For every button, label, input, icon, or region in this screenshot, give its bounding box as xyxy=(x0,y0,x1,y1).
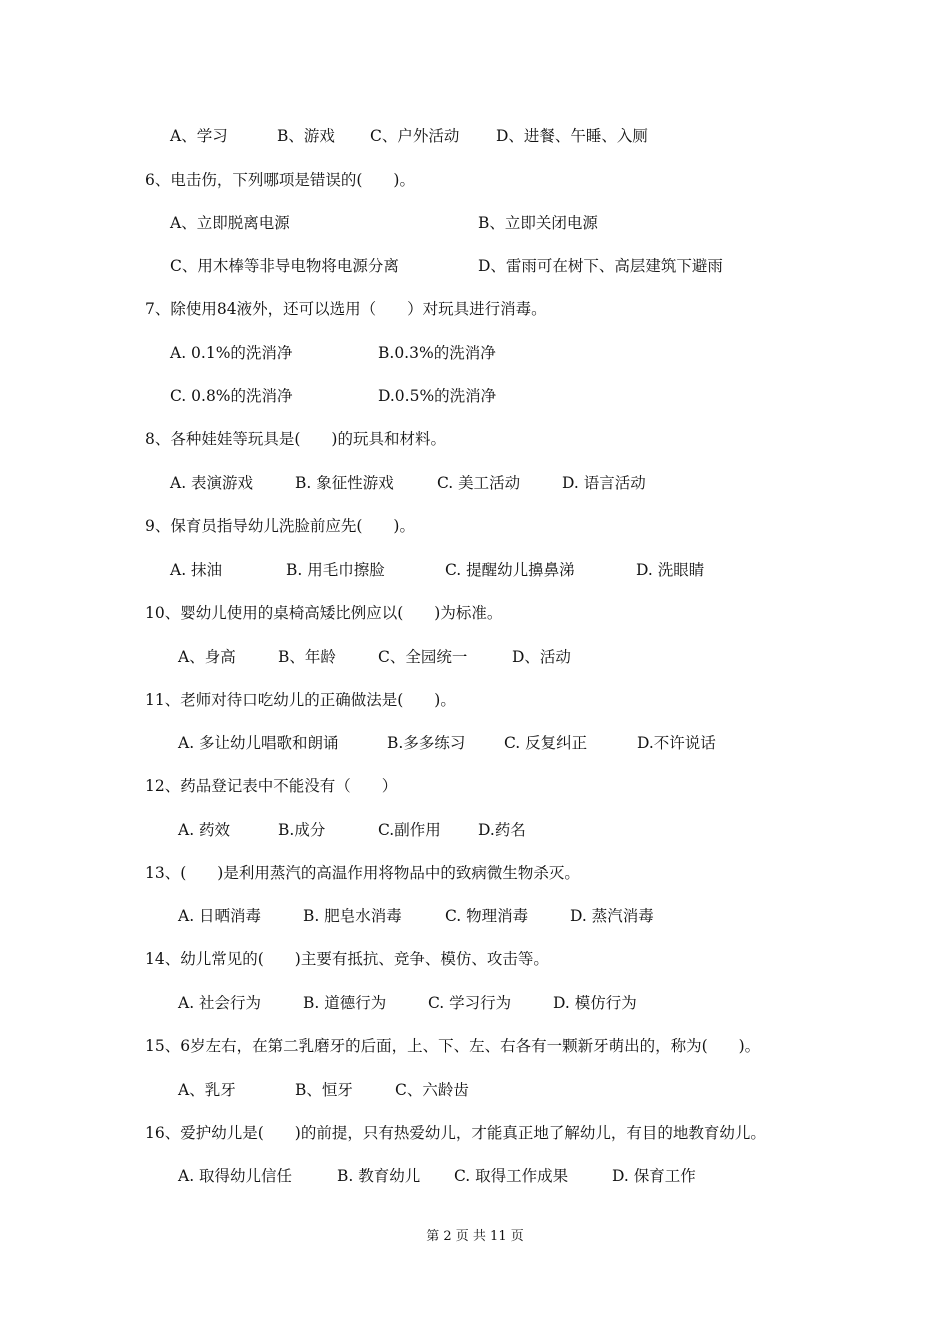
q15-option-b: B、恒牙 xyxy=(295,1081,353,1099)
q13-option-c: C. 物理消毒 xyxy=(445,907,529,925)
q7-option-a: A. 0.1%的洗消净 xyxy=(170,344,293,362)
q11-option-b: B.多多练习 xyxy=(387,734,466,752)
q6-option-c: C、用木棒等非导电物将电源分离 xyxy=(170,257,399,275)
q12-option-b: B.成分 xyxy=(278,821,326,839)
q11-option-c: C. 反复纠正 xyxy=(504,734,588,752)
q8-option-c: C. 美工活动 xyxy=(437,474,521,492)
q10-option-c: C、全园统一 xyxy=(378,648,468,666)
q5-option-d: D、进餐、午睡、入厕 xyxy=(496,127,648,145)
q13-option-d: D. 蒸汽消毒 xyxy=(570,907,654,925)
q12-option-d: D.药名 xyxy=(478,821,526,839)
q14-option-c: C. 学习行为 xyxy=(428,994,512,1012)
q8-stem: 8、各种娃娃等玩具是( )的玩具和材料。 xyxy=(145,430,446,448)
q13-stem: 13、( )是利用蒸汽的高温作用将物品中的致病微生物杀灭。 xyxy=(145,864,580,882)
q6-option-d: D、雷雨可在树下、高层建筑下避雨 xyxy=(478,257,723,275)
q12-stem: 12、药品登记表中不能没有（ ） xyxy=(145,777,398,795)
q9-stem: 9、保育员指导幼儿洗脸前应先( )。 xyxy=(145,517,415,535)
q11-stem: 11、老师对待口吃幼儿的正确做法是( )。 xyxy=(145,691,456,709)
q14-option-b: B. 道德行为 xyxy=(303,994,387,1012)
q9-option-a: A. 抹油 xyxy=(170,561,223,579)
q15-stem: 15、6岁左右，在第二乳磨牙的后面，上、下、左、右各有一颗新牙萌出的，称为( )。 xyxy=(145,1037,761,1055)
q5-option-b: B、游戏 xyxy=(277,127,335,145)
q5-option-a: A、学习 xyxy=(170,127,228,145)
q15-option-c: C、六龄齿 xyxy=(395,1081,469,1099)
q10-stem: 10、婴幼儿使用的桌椅高矮比例应以( )为标准。 xyxy=(145,604,503,622)
q16-option-c: C. 取得工作成果 xyxy=(454,1167,569,1185)
q9-option-d: D. 洗眼睛 xyxy=(636,561,705,579)
q11-option-d: D.不许说话 xyxy=(637,734,716,752)
q11-option-a: A. 多让幼儿唱歌和朗诵 xyxy=(178,734,339,752)
q16-option-a: A. 取得幼儿信任 xyxy=(178,1167,293,1185)
q14-stem: 14、幼儿常见的( )主要有抵抗、竞争、模仿、攻击等。 xyxy=(145,950,549,968)
q8-option-b: B. 象征性游戏 xyxy=(295,474,394,492)
q13-option-b: B. 肥皂水消毒 xyxy=(303,907,402,925)
q6-option-b: B、立即关闭电源 xyxy=(478,214,598,232)
q8-option-d: D. 语言活动 xyxy=(562,474,646,492)
q6-option-a: A、立即脱离电源 xyxy=(170,214,290,232)
q9-option-c: C. 提醒幼儿擤鼻涕 xyxy=(445,561,575,579)
q12-option-c: C.副作用 xyxy=(378,821,441,839)
q14-option-a: A. 社会行为 xyxy=(178,994,262,1012)
q5-option-c: C、户外活动 xyxy=(370,127,460,145)
q16-option-d: D. 保育工作 xyxy=(612,1167,696,1185)
q7-option-c: C. 0.8%的洗消净 xyxy=(170,387,293,405)
q9-option-b: B. 用毛巾擦脸 xyxy=(286,561,385,579)
q12-option-a: A. 药效 xyxy=(178,821,231,839)
page-footer: 第 2 页 共 11 页 xyxy=(426,1229,524,1244)
q10-option-b: B、年龄 xyxy=(278,648,336,666)
q7-stem: 7、除使用84液外，还可以选用（ ）对玩具进行消毒。 xyxy=(145,300,547,318)
q8-option-a: A. 表演游戏 xyxy=(170,474,254,492)
q15-option-a: A、乳牙 xyxy=(178,1081,236,1099)
q16-stem: 16、爱护幼儿是( )的前提，只有热爱幼儿，才能真正地了解幼儿，有目的地教育幼儿。 xyxy=(145,1124,766,1142)
q13-option-a: A. 日晒消毒 xyxy=(178,907,262,925)
q7-option-d: D.0.5%的洗消净 xyxy=(378,387,497,405)
q16-option-b: B. 教育幼儿 xyxy=(337,1167,421,1185)
q10-option-d: D、活动 xyxy=(512,648,571,666)
q7-option-b: B.0.3%的洗消净 xyxy=(378,344,496,362)
q6-stem: 6、电击伤，下列哪项是错误的( )。 xyxy=(145,171,415,189)
q10-option-a: A、身高 xyxy=(178,648,236,666)
q14-option-d: D. 模仿行为 xyxy=(553,994,637,1012)
